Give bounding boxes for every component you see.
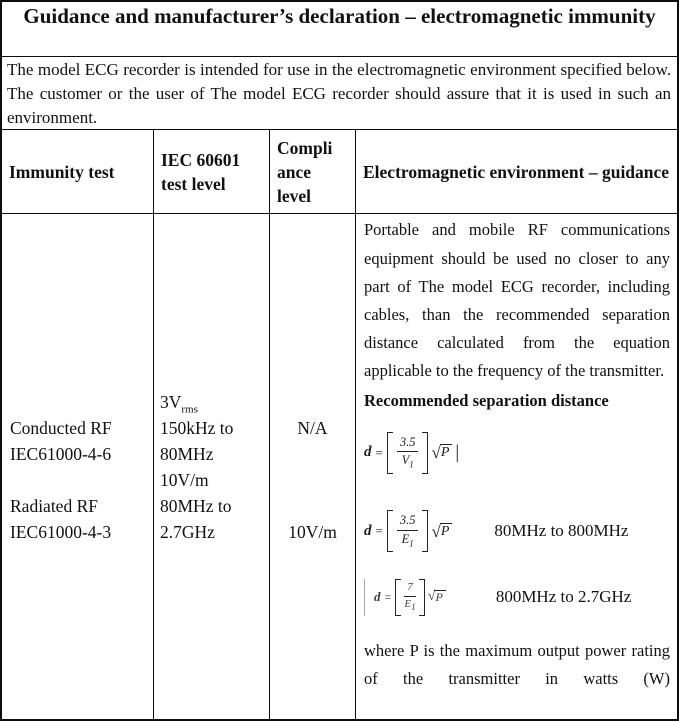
formula-row-conducted bbox=[364, 432, 670, 474]
square-root: √ P bbox=[431, 444, 452, 461]
table-body-row bbox=[2, 214, 677, 719]
environment-guidance-cell bbox=[355, 214, 677, 719]
immunity-test-line: Conducted RF bbox=[10, 417, 112, 438]
right-bracket bbox=[422, 510, 428, 552]
header-environment-label: Electromagnetic environment – guidance bbox=[363, 161, 670, 182]
immunity-test-line: IEC61000-4-6 bbox=[10, 443, 112, 464]
header-iec-line: test level bbox=[161, 173, 226, 194]
right-bracket bbox=[419, 579, 425, 615]
header-iec-line: IEC 60601 bbox=[161, 149, 241, 170]
formula-row-80-800 bbox=[364, 510, 670, 552]
test-level-line: 80MHz bbox=[160, 443, 214, 464]
separation-formula-v1 bbox=[364, 432, 459, 474]
rms-subscript: rms bbox=[181, 403, 198, 416]
guidance-paragraph: Portable and mobile RF communications equipment should be used no closer to any part of The model ECG recorder, including cables, than the recommended separation distance calculated from the equation applicable to the frequency of the transmitter. bbox=[364, 220, 670, 381]
fraction-numerator: 3.5 bbox=[397, 435, 419, 453]
header-compliance-line: level bbox=[277, 185, 312, 206]
table-header-row bbox=[2, 130, 677, 214]
square-root: √ P bbox=[428, 590, 446, 604]
immunity-test-line: IEC61000-4-3 bbox=[10, 521, 112, 542]
fraction bbox=[401, 579, 419, 615]
fraction-denominator: $E_1$ bbox=[401, 531, 414, 549]
formula-row-800-2700 bbox=[364, 579, 670, 615]
formula-variable-d: d bbox=[364, 522, 372, 539]
test-level-line: 10V/m bbox=[160, 469, 209, 490]
compliance-line: N/A bbox=[297, 417, 328, 438]
test-level-vrms-line bbox=[160, 389, 269, 415]
immunity-test-cell bbox=[2, 214, 153, 719]
compliance-line bbox=[270, 389, 355, 415]
fraction-denominator: $V_1$ bbox=[401, 453, 414, 470]
compliance-level-stack bbox=[270, 389, 355, 545]
separation-formula-e1-high bbox=[364, 579, 446, 615]
equals-sign: = bbox=[384, 589, 392, 604]
square-root: √ P bbox=[431, 523, 452, 540]
power-rating-note: where P is the maximum output power rating of the transmitter in watts (W) bbox=[364, 640, 670, 688]
header-compliance-line: ance bbox=[277, 161, 312, 182]
cursor-artifact: | bbox=[455, 441, 460, 463]
header-immunity-test-label: Immunity test bbox=[9, 161, 115, 182]
immunity-test-stack bbox=[2, 389, 153, 545]
header-iec-test-level bbox=[153, 130, 269, 213]
immunity-test-line: Radiated RF bbox=[10, 495, 98, 516]
test-level-vrms: 3V bbox=[160, 391, 182, 412]
fraction-numerator: 3.5 bbox=[397, 513, 419, 531]
compliance-line bbox=[270, 441, 355, 467]
fraction bbox=[393, 432, 423, 474]
immunity-test-line bbox=[10, 467, 153, 493]
header-environment-guidance bbox=[355, 130, 677, 213]
test-level-line: 2.7GHz bbox=[160, 521, 215, 542]
test-level-line: 150kHz to bbox=[160, 417, 234, 438]
table-title: Guidance and manufacturer’s declaration – electromagnetic immunity bbox=[2, 2, 677, 57]
formula-variable-d: d bbox=[364, 444, 372, 461]
equals-sign: = bbox=[375, 523, 383, 539]
formula-variable-d: d bbox=[374, 589, 381, 605]
compliance-level-cell bbox=[269, 214, 355, 719]
header-compliance-level bbox=[269, 130, 355, 213]
frequency-range-label: 800MHz to 2.7GHz bbox=[495, 587, 632, 607]
fraction-numerator: 7 bbox=[404, 581, 416, 597]
right-bracket bbox=[422, 432, 428, 474]
immunity-test-line bbox=[10, 389, 153, 415]
compliance-line bbox=[270, 467, 355, 493]
compliance-line bbox=[270, 493, 355, 519]
equals-sign: = bbox=[375, 444, 383, 460]
fraction bbox=[393, 510, 423, 552]
test-level-line: 80MHz to bbox=[160, 495, 232, 516]
fraction-denominator: $E_1$ bbox=[404, 598, 416, 613]
test-level-cell bbox=[153, 214, 269, 719]
separation-distance-heading: Recommended separation distance bbox=[364, 390, 609, 410]
header-compliance-line: Compli bbox=[277, 137, 333, 158]
intro-paragraph: The model ECG recorder is intended for use in the electromagnetic environment specified below. The customer or the user of The model ECG recorder should assure that it is used in such an environment. bbox=[2, 57, 677, 130]
test-level-stack bbox=[154, 389, 269, 545]
separation-formula-e1 bbox=[364, 510, 452, 552]
frequency-range-label: 80MHz to 800MHz bbox=[494, 521, 629, 541]
compliance-line: 10V/m bbox=[288, 521, 337, 542]
header-immunity-test bbox=[2, 130, 153, 213]
